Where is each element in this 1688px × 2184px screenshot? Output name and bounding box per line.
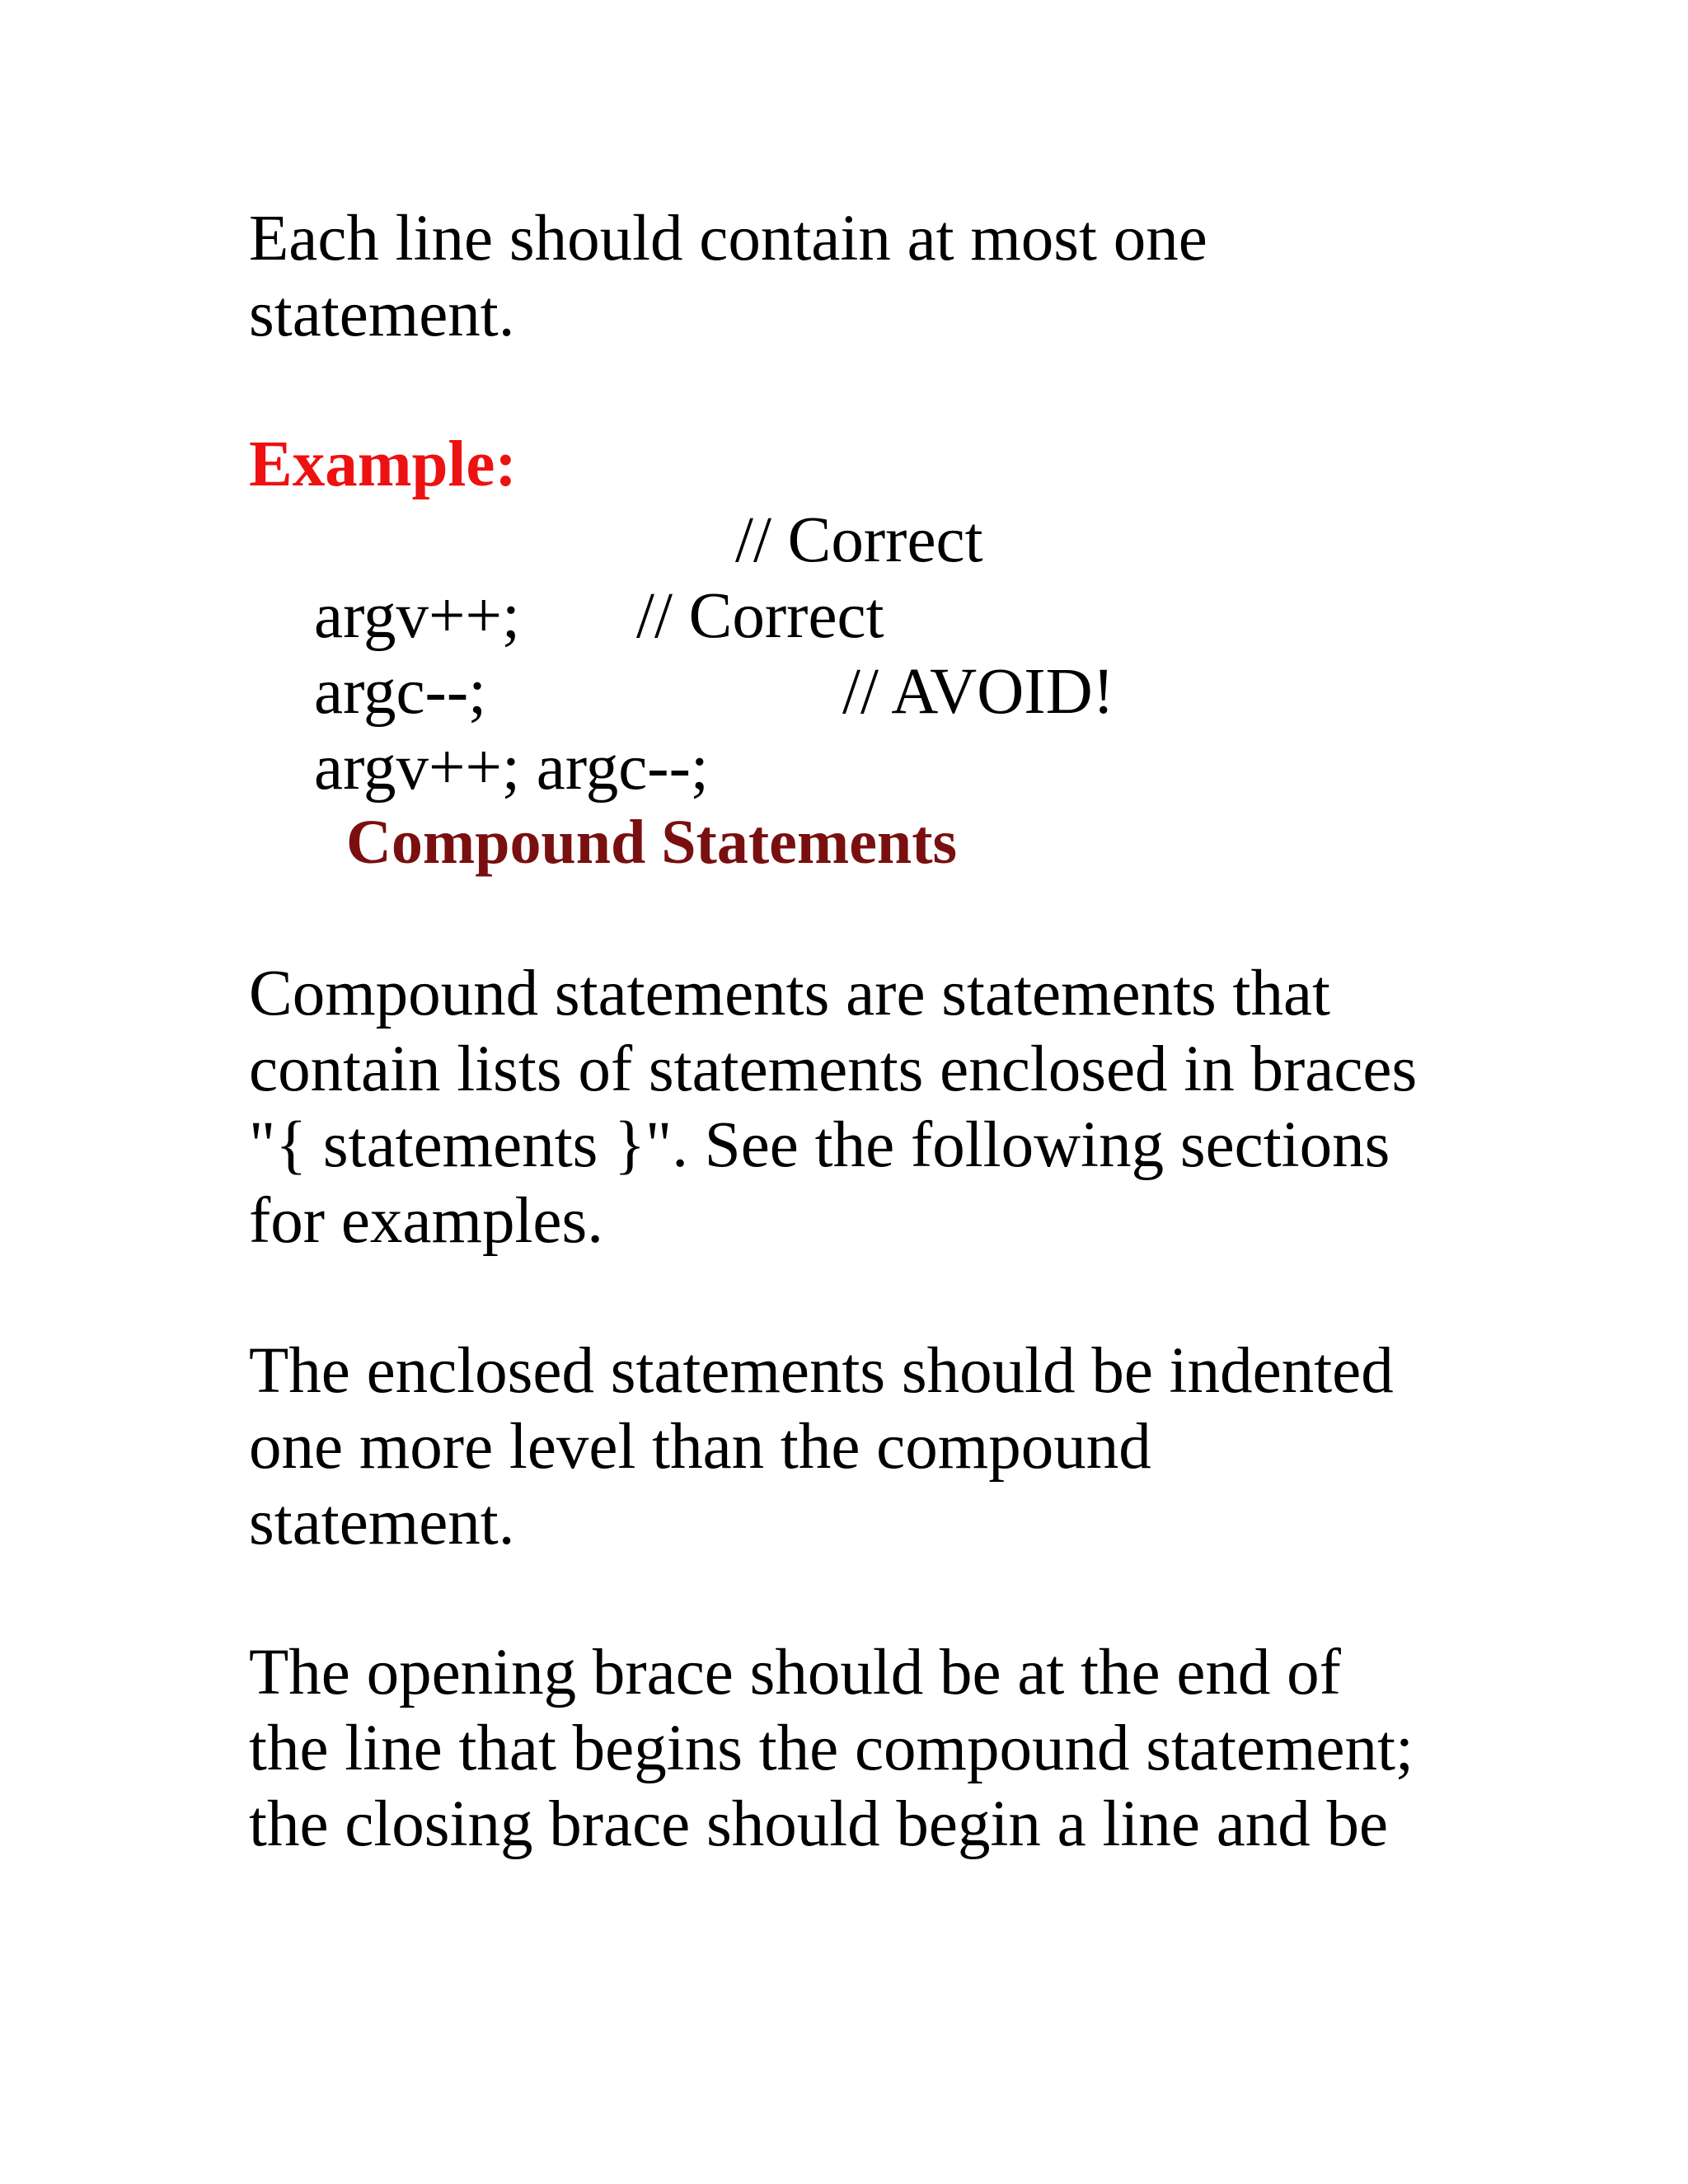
paragraph-2-line-4: for examples. (249, 1185, 603, 1257)
paragraph-3-line-1: The enclosed statements should be indented (249, 1335, 1394, 1407)
paragraph-1-line-2: statement. (249, 279, 515, 350)
paragraph-4-line-2: the line that begins the compound statement; (249, 1713, 1414, 1784)
example-label: Example: (249, 429, 517, 500)
example-row-3-comment: // AVOID! (842, 656, 1114, 728)
paragraph-2-line-3: "{ statements }". See the following sections (249, 1109, 1390, 1181)
example-row-3-code: argv++; argc--; (314, 732, 709, 804)
paragraph-2-line-1: Compound statements are statements that (249, 958, 1330, 1029)
paragraph-4-line-3: the closing brace should begin a line and be (249, 1788, 1389, 1860)
paragraph-3-line-3: statement. (249, 1487, 515, 1558)
example-row-2-code: argc--; (314, 656, 487, 728)
example-row-1-comment: // Correct (735, 504, 983, 576)
paragraph-2-line-2: contain lists of statements enclosed in braces (249, 1033, 1418, 1105)
paragraph-3-line-2: one more level than the compound (249, 1411, 1151, 1483)
example-row-1-code: argv++; (314, 580, 520, 652)
paragraph-1-line-1: Each line should contain at most one (249, 203, 1207, 274)
section-heading: Compound Statements (346, 808, 958, 877)
paragraph-4-line-1: The opening brace should be at the end of (249, 1637, 1341, 1708)
example-row-2-comment: // Correct (636, 580, 884, 652)
